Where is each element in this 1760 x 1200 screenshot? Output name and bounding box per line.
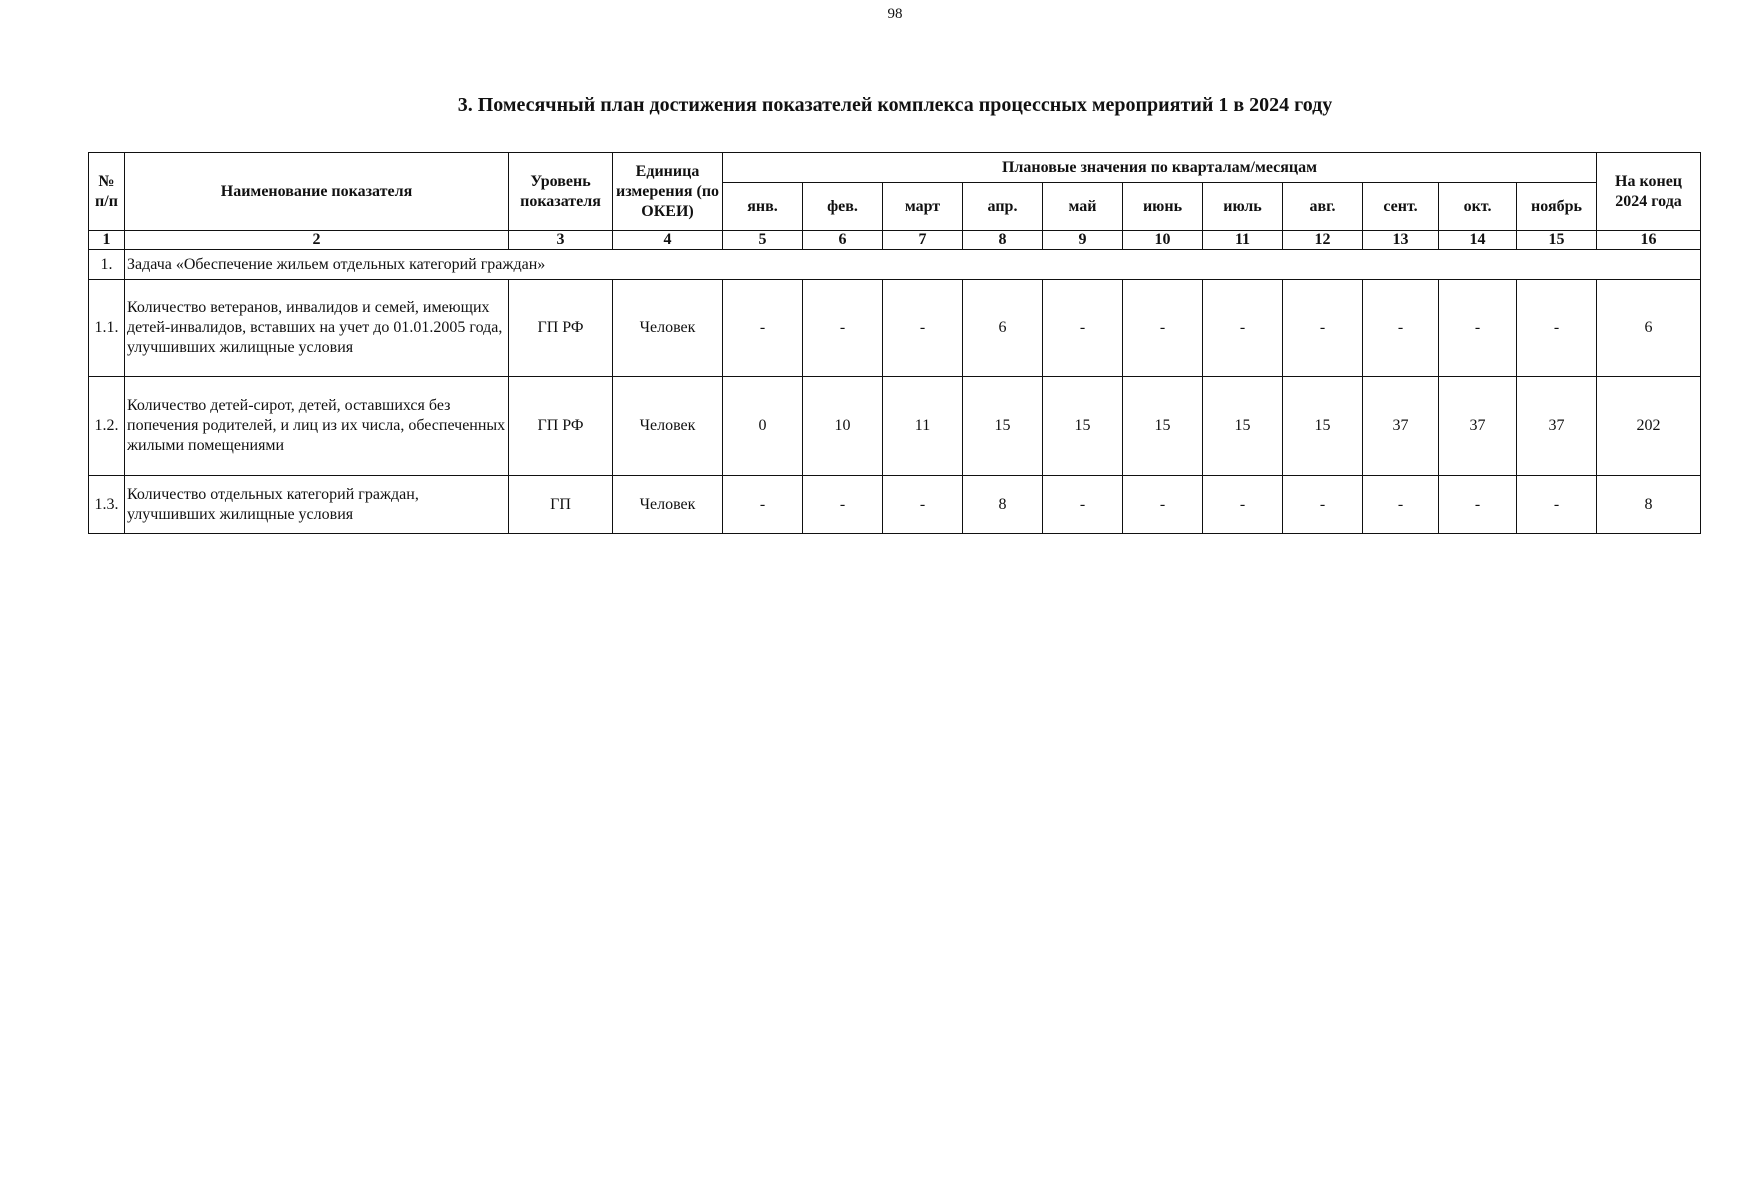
row-number: 1.3. — [89, 476, 125, 534]
end-value: 8 — [1597, 476, 1701, 534]
header-month: фев. — [803, 183, 883, 231]
column-number: 8 — [963, 231, 1043, 250]
header-month: окт. — [1439, 183, 1517, 231]
end-value: 6 — [1597, 280, 1701, 377]
indicator-level: ГП РФ — [509, 280, 613, 377]
month-value: 8 — [963, 476, 1043, 534]
month-value: 15 — [1043, 377, 1123, 476]
month-value: 15 — [1203, 377, 1283, 476]
table-row — [89, 377, 1701, 476]
month-value: - — [883, 476, 963, 534]
column-number: 11 — [1203, 231, 1283, 250]
indicator-name: Количество ветеранов, инвалидов и семей, имеющих детей-инвалидов, вставших на учет до 01.01.2005 года, улучшивших жилищные условия — [125, 280, 509, 377]
header-name: Наименование показателя — [125, 153, 509, 231]
header-month: май — [1043, 183, 1123, 231]
column-number: 15 — [1517, 231, 1597, 250]
month-value: - — [1043, 280, 1123, 377]
month-value: 6 — [963, 280, 1043, 377]
header-unit: Единица измерения (по ОКЕИ) — [613, 153, 723, 231]
column-number-row — [89, 231, 1701, 250]
header-month: янв. — [723, 183, 803, 231]
column-number: 13 — [1363, 231, 1439, 250]
month-value: 37 — [1517, 377, 1597, 476]
plan-table — [88, 152, 1701, 534]
month-value: 15 — [1123, 377, 1203, 476]
indicator-unit: Человек — [613, 476, 723, 534]
indicator-unit: Человек — [613, 377, 723, 476]
month-value: 11 — [883, 377, 963, 476]
header-month: ноябрь — [1517, 183, 1597, 231]
task-number: 1. — [89, 250, 125, 280]
month-value: - — [1043, 476, 1123, 534]
column-number: 7 — [883, 231, 963, 250]
table-row — [89, 476, 1701, 534]
end-value: 202 — [1597, 377, 1701, 476]
header-num: № п/п — [89, 153, 125, 231]
month-value: - — [1283, 280, 1363, 377]
month-value: - — [1123, 476, 1203, 534]
indicator-name: Количество детей-сирот, детей, оставшихся без попечения родителей, и лиц из их числа, обеспеченных жилыми помещениями — [125, 377, 509, 476]
row-number: 1.1. — [89, 280, 125, 377]
column-number: 3 — [509, 231, 613, 250]
month-value: - — [1517, 280, 1597, 377]
column-number: 16 — [1597, 231, 1701, 250]
indicator-unit: Человек — [613, 280, 723, 377]
header-month: июнь — [1123, 183, 1203, 231]
header-month: март — [883, 183, 963, 231]
header-end: На конец 2024 года — [1597, 153, 1701, 231]
month-value: - — [1283, 476, 1363, 534]
indicator-name: Количество отдельных категорий граждан, улучшивших жилищные условия — [125, 476, 509, 534]
indicator-level: ГП РФ — [509, 377, 613, 476]
month-value: 37 — [1439, 377, 1517, 476]
month-value: - — [1123, 280, 1203, 377]
month-value: - — [1363, 280, 1439, 377]
month-value: 15 — [963, 377, 1043, 476]
column-number: 4 — [613, 231, 723, 250]
column-number: 1 — [89, 231, 125, 250]
indicator-level: ГП — [509, 476, 613, 534]
month-value: - — [723, 280, 803, 377]
table-row — [89, 280, 1701, 377]
month-value: 37 — [1363, 377, 1439, 476]
month-value: - — [803, 280, 883, 377]
column-number: 5 — [723, 231, 803, 250]
column-number: 9 — [1043, 231, 1123, 250]
page-title: 3. Помесячный план достижения показателей комплекса процессных мероприятий 1 в 2024 году — [457, 94, 1333, 116]
row-number: 1.2. — [89, 377, 125, 476]
header-level: Уровень показателя — [509, 153, 613, 231]
page-number: 98 — [887, 6, 903, 22]
month-value: 10 — [803, 377, 883, 476]
task-row — [89, 250, 1701, 280]
month-value: - — [883, 280, 963, 377]
month-value: - — [1203, 476, 1283, 534]
month-value: - — [1439, 476, 1517, 534]
month-value: - — [803, 476, 883, 534]
column-number: 12 — [1283, 231, 1363, 250]
task-text: Задача «Обеспечение жильем отдельных категорий граждан» — [125, 250, 1701, 280]
header-month: авг. — [1283, 183, 1363, 231]
month-value: - — [1439, 280, 1517, 377]
month-value: - — [1363, 476, 1439, 534]
header-planned: Плановые значения по кварталам/месяцам — [723, 153, 1597, 183]
month-value: 0 — [723, 377, 803, 476]
month-value: - — [723, 476, 803, 534]
month-value: 15 — [1283, 377, 1363, 476]
header-month: апр. — [963, 183, 1043, 231]
header-month: июль — [1203, 183, 1283, 231]
column-number: 10 — [1123, 231, 1203, 250]
column-number: 14 — [1439, 231, 1517, 250]
column-number: 2 — [125, 231, 509, 250]
column-number: 6 — [803, 231, 883, 250]
month-value: - — [1517, 476, 1597, 534]
month-value: - — [1203, 280, 1283, 377]
header-month: сент. — [1363, 183, 1439, 231]
